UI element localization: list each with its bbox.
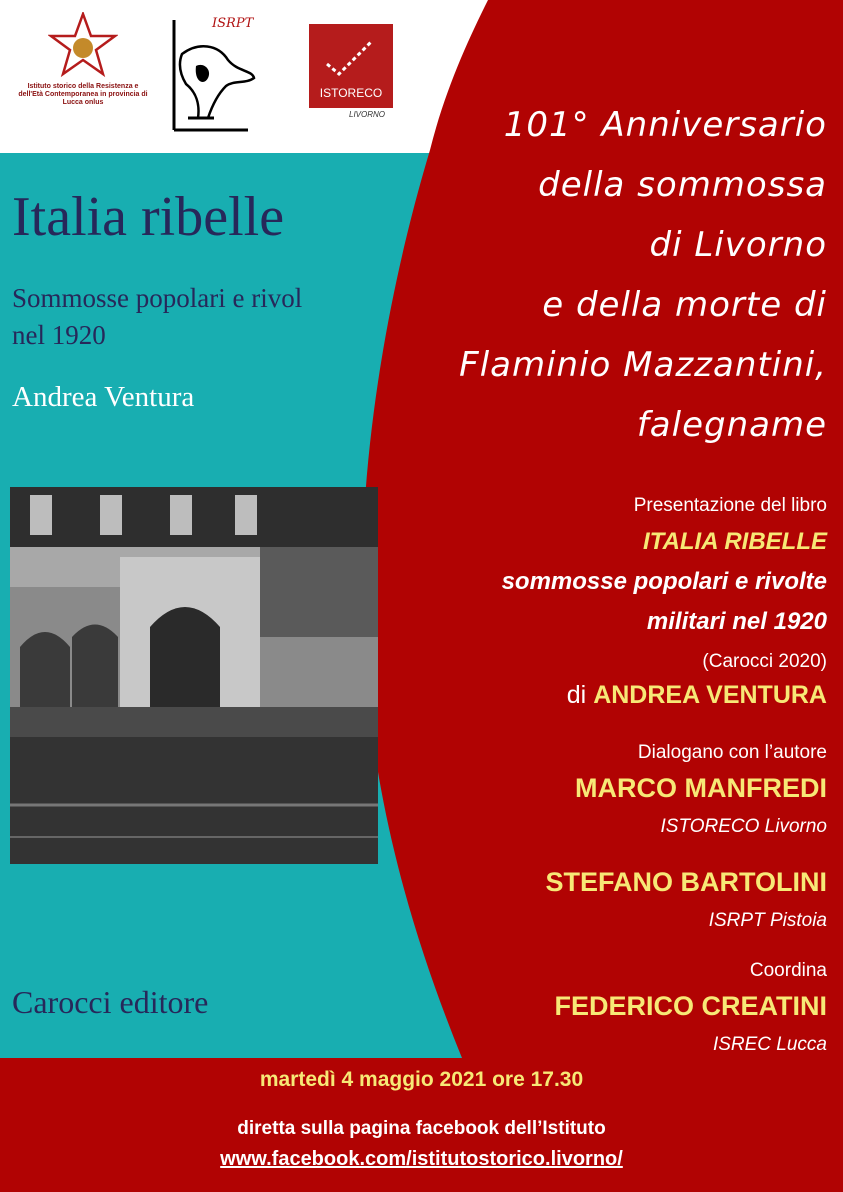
- cover-title: Italia ribelle: [12, 186, 285, 248]
- isrec-lucca-logo: [18, 12, 148, 122]
- istoreco-logo-city: LIVORNO: [349, 110, 386, 119]
- lucca-logo-text: Istituto storico della Resistenza e dell'Età Contemporanea in provincia di Lucca onlus: [18, 83, 148, 106]
- anniversary-headline: [357, 95, 827, 455]
- isrpt-logo-text: ISRPT: [212, 16, 254, 31]
- book-author: ANDREA VENTURA: [593, 681, 827, 709]
- star-icon: [48, 12, 118, 78]
- isrpt-logo: [168, 14, 258, 134]
- cover-subtitle-line1: Sommosse popolari e rivol: [12, 283, 303, 313]
- dialog-label: Dialogano con l’autore: [637, 742, 827, 763]
- live-stream-note: diretta sulla pagina facebook dell’Istituto: [237, 1118, 606, 1139]
- facebook-link[interactable]: www.facebook.com/istitutostorico.livorno/: [220, 1148, 623, 1170]
- speaker-name: MARCO MANFREDI: [575, 773, 827, 803]
- cover-subtitle-line2: nel 1920: [12, 320, 106, 350]
- headline-line6: falegname: [636, 405, 827, 445]
- by-prefix: di: [566, 681, 587, 709]
- headline-line4: e della morte di: [542, 285, 827, 325]
- headline-line1: 101° Anniversario: [503, 105, 827, 145]
- book-publisher: (Carocci 2020): [702, 651, 827, 672]
- book-title: ITALIA RIBELLE: [643, 528, 827, 555]
- coordinator-name: FEDERICO CREATINI: [554, 991, 827, 1021]
- istoreco-logo-text: ISTORECO: [319, 86, 383, 100]
- book-subtitle-line1: sommosse popolari e rivolte: [501, 568, 827, 595]
- cover-publisher: Carocci editore: [12, 984, 209, 1020]
- cover-subtitle: [12, 280, 412, 354]
- headline-line2: della sommossa: [538, 165, 827, 205]
- headline-line3: di Livorno: [649, 225, 827, 265]
- speaker-name: STEFANO BARTOLINI: [545, 867, 827, 897]
- headline-line5: Flaminio Mazzantini,: [459, 345, 827, 385]
- cover-photo: [10, 487, 378, 864]
- event-date: martedì 4 maggio 2021 ore 17.30: [259, 1068, 584, 1091]
- speaker-org: ISRPT Pistoia: [708, 910, 827, 931]
- coordinator-label: Coordina: [749, 960, 827, 981]
- book-author-line: [567, 681, 827, 710]
- presentation-label: Presentazione del libro: [633, 495, 827, 516]
- speaker-org: ISTORECO Livorno: [660, 816, 827, 837]
- coordinator-org: ISREC Lucca: [712, 1034, 827, 1055]
- book-subtitle-line2: militari nel 1920: [646, 608, 827, 635]
- cover-author: Andrea Ventura: [12, 381, 195, 413]
